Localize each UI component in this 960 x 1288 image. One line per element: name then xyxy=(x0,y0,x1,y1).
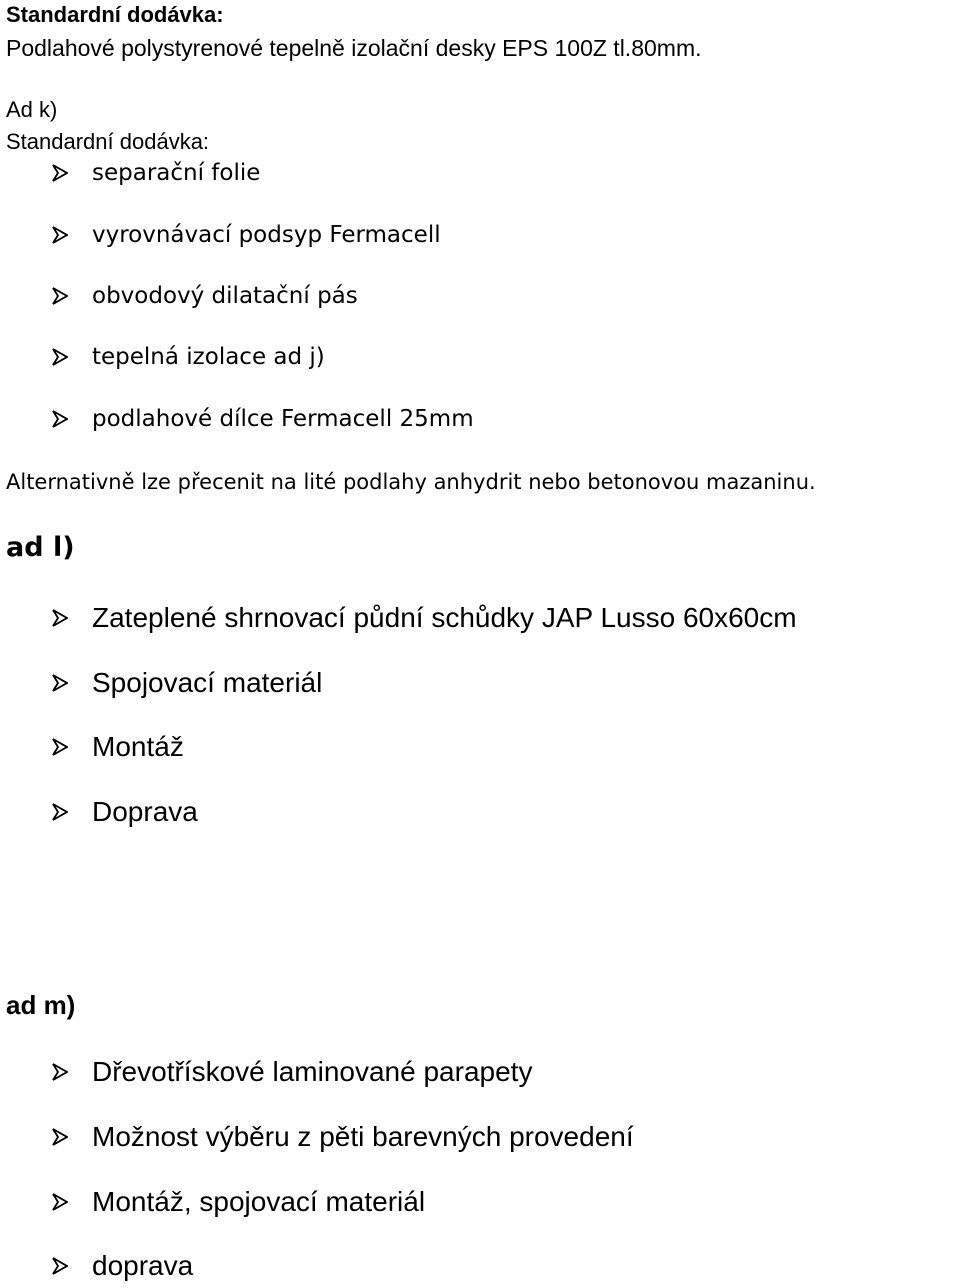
arrowhead-bullet-icon xyxy=(52,1192,68,1212)
section-j-text: Podlahové polystyrenové tepelně izolační desky EPS 100Z tl.80mm. xyxy=(6,35,702,61)
list-item xyxy=(52,1054,532,1088)
list-item-label: Montáž xyxy=(92,730,184,762)
list-item-label: Montáž, spojovací materiál xyxy=(92,1185,426,1217)
arrowhead-bullet-icon xyxy=(52,1062,68,1082)
list-item-label: tepelná izolace ad j) xyxy=(92,343,325,370)
arrowhead-bullet-icon xyxy=(52,286,68,306)
section-m-title: ad m) xyxy=(6,990,76,1020)
list-item xyxy=(52,1119,634,1153)
section-l-title: ad l) xyxy=(6,532,75,563)
section-k-note: Alternativně lze přecenit na lité podlahy anhydrit nebo betonovou mazaninu. xyxy=(6,470,816,494)
section-k-heading: Standardní dodávka: xyxy=(6,129,210,154)
list-item xyxy=(52,1184,425,1218)
list-item xyxy=(52,221,441,248)
list-item-label: Dřevotřískové laminované parapety xyxy=(92,1055,533,1087)
list-item xyxy=(52,600,797,634)
section-k-title: Ad k) xyxy=(6,97,58,122)
arrowhead-bullet-icon xyxy=(52,409,68,429)
list-item xyxy=(52,1248,193,1282)
list-item-label: vyrovnávací podsyp Fermacell xyxy=(92,221,441,248)
list-item-label: Možnost výběru z pěti barevných provedení xyxy=(92,1120,634,1152)
list-item xyxy=(52,729,184,763)
list-item-label: podlahové dílce Fermacell 25mm xyxy=(92,405,474,432)
arrowhead-bullet-icon xyxy=(52,737,68,757)
list-item xyxy=(52,159,260,186)
arrowhead-bullet-icon xyxy=(52,347,68,367)
list-item-label: doprava xyxy=(92,1249,194,1281)
list-item xyxy=(52,343,325,370)
arrowhead-bullet-icon xyxy=(52,608,68,628)
list-item xyxy=(52,665,322,699)
arrowhead-bullet-icon xyxy=(52,1256,68,1276)
arrowhead-bullet-icon xyxy=(52,802,68,822)
arrowhead-bullet-icon xyxy=(52,673,68,693)
list-item-label: obvodový dilatační pás xyxy=(92,282,358,309)
arrowhead-bullet-icon xyxy=(52,225,68,245)
arrowhead-bullet-icon xyxy=(52,1127,68,1147)
section-j-heading: Standardní dodávka: xyxy=(6,2,224,27)
list-item xyxy=(52,405,474,432)
list-item-label: Zateplené shrnovací půdní schůdky JAP Lusso 60x60cm xyxy=(92,601,797,633)
list-item xyxy=(52,794,198,828)
list-item-label: separační folie xyxy=(92,159,261,186)
list-item xyxy=(52,282,358,309)
list-item-label: Spojovací materiál xyxy=(92,666,323,698)
list-item-label: Doprava xyxy=(92,795,198,827)
arrowhead-bullet-icon xyxy=(52,163,68,183)
